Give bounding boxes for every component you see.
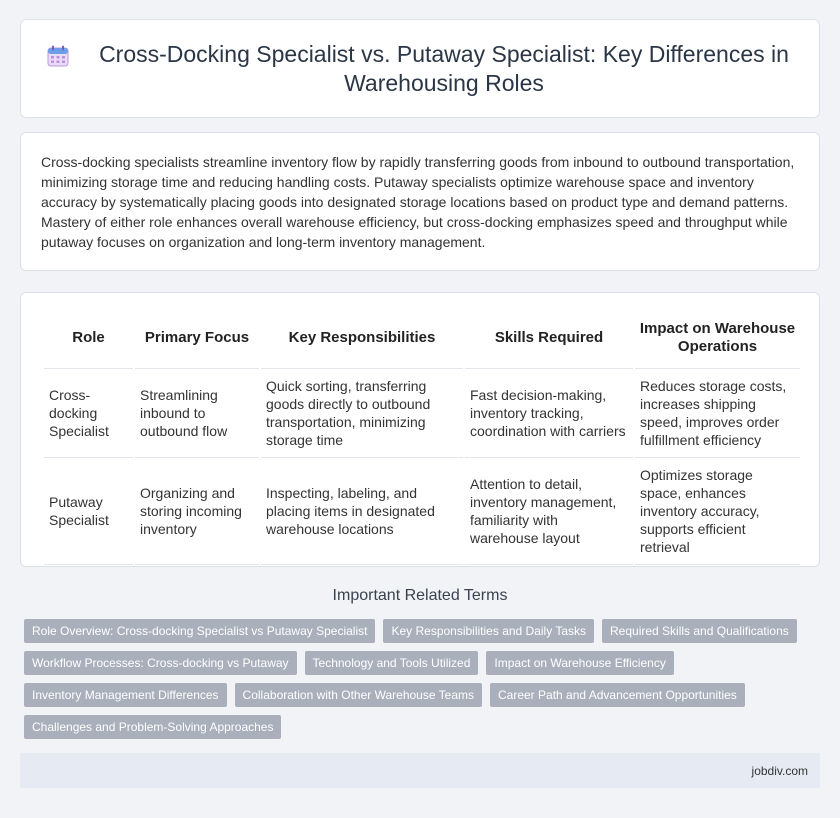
related-term-tag[interactable]: Challenges and Problem-Solving Approaches: [24, 715, 281, 739]
related-term-tag[interactable]: Key Responsibilities and Daily Tasks: [383, 619, 594, 643]
table-cell: Fast decision-making, inventory tracking, coordination with carriers: [465, 369, 633, 458]
footer-site-link[interactable]: jobdiv.com: [751, 763, 808, 778]
page-title: Cross-Docking Specialist vs. Putaway Specialist: Key Differences in Warehousing Roles: [99, 40, 789, 96]
table-cell: Attention to detail, inventory management, familiarity with warehouse layout: [465, 458, 633, 565]
table-cell: Inspecting, labeling, and placing items in designated warehouse locations: [261, 458, 463, 565]
header-primary-focus: Primary Focus: [135, 307, 259, 369]
intro-card: [20, 132, 820, 271]
related-terms-title: Important Related Terms: [332, 587, 508, 604]
related-term-tag[interactable]: Collaboration with Other Warehouse Teams: [235, 683, 482, 707]
header-impact: Impact on Warehouse Operations: [635, 307, 800, 369]
header-skills-required: Skills Required: [465, 307, 633, 369]
table-header-row: [44, 307, 800, 369]
related-term-tag[interactable]: Impact on Warehouse Efficiency: [486, 651, 673, 675]
footer: [20, 753, 820, 788]
comparison-table: [42, 307, 802, 565]
calendar-icon: [46, 44, 70, 68]
table-cell: Cross-docking Specialist: [44, 369, 133, 458]
related-term-tag[interactable]: Inventory Management Differences: [24, 683, 227, 707]
intro-text: Cross-docking specialists streamline inventory flow by rapidly transferring goods from inbound to outbound transportation, minimizing storage time and reducing handling costs. Putaway specialists optimize warehouse space and inventory accuracy by systematically placing goods into designated storage locations based on product type and demand patterns. Mastery of either role enhances overall warehouse efficiency, but cross-docking emphasizes speed and throughput while putaway focuses on organization and long-term inventory management.: [41, 154, 795, 250]
related-term-tag[interactable]: Workflow Processes: Cross-docking vs Putaway: [24, 651, 297, 675]
table-cell: Reduces storage costs, increases shipping speed, improves order fulfillment efficiency: [635, 369, 800, 458]
table-cell: Putaway Specialist: [44, 458, 133, 565]
table-cell: Optimizes storage space, enhances inventory accuracy, supports efficient retrieval: [635, 458, 800, 565]
header-role: Role: [44, 307, 133, 369]
related-term-tag[interactable]: Required Skills and Qualifications: [602, 619, 797, 643]
table-cell: Organizing and storing incoming inventory: [135, 458, 259, 565]
header-card: [20, 19, 820, 118]
comparison-table-card: [20, 292, 820, 567]
related-term-tag[interactable]: Technology and Tools Utilized: [305, 651, 479, 675]
table-cell: Streamlining inbound to outbound flow: [135, 369, 259, 458]
table-cell: Quick sorting, transferring goods directly to outbound transportation, minimizing storage time: [261, 369, 463, 458]
related-term-tag[interactable]: Role Overview: Cross-docking Specialist vs Putaway Specialist: [24, 619, 375, 643]
table-row: [44, 458, 800, 565]
related-terms-list: [24, 619, 820, 747]
table-row: [44, 369, 800, 458]
related-term-tag[interactable]: Career Path and Advancement Opportunities: [490, 683, 745, 707]
header-key-responsibilities: Key Responsibilities: [261, 307, 463, 369]
